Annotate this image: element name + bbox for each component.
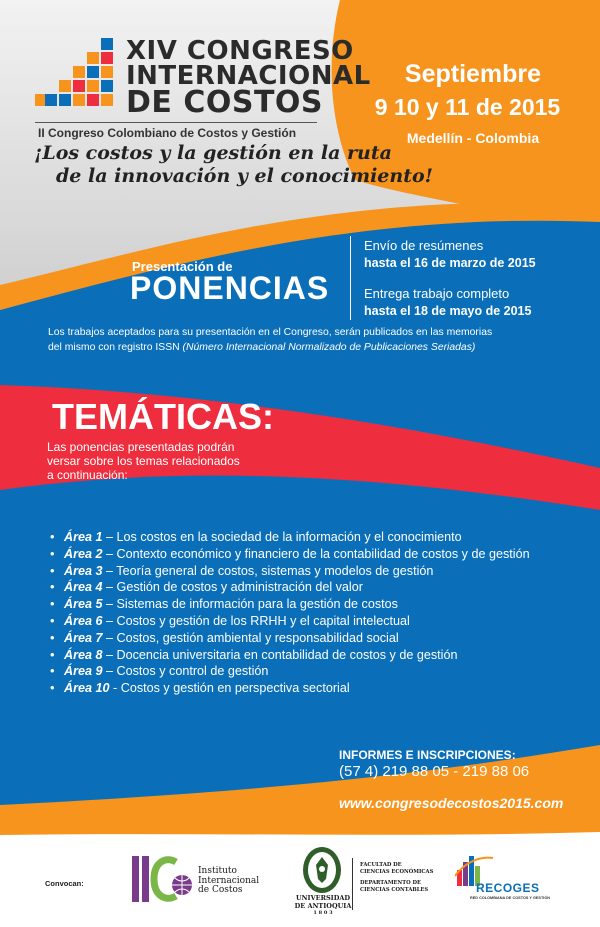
udea-year: 1 8 0 3 [313, 910, 333, 916]
deadline2-label: Entrega trabajo completo [364, 286, 510, 301]
iic-line2: Internacional [198, 875, 260, 886]
list-item: • Área 3 – Teoría general de costos, sistemas y modelos de gestión [48, 563, 530, 580]
list-item: • Área 8 – Docencia universitaria en contabilidad de costos y de gestión [48, 647, 530, 664]
list-item: • Área 9 – Costos y control de gestión [48, 663, 530, 680]
udea-divider [352, 858, 353, 910]
slogan-line1: ¡Los costos y la gestión en la ruta [34, 142, 392, 164]
convocan-label: Convocan: [45, 879, 84, 888]
udea-dep1: DEPARTAMENTO DE [360, 880, 421, 886]
tematicas-intro [47, 440, 240, 482]
congress-subtitle: II Congreso Colombiano de Costos y Gestión [38, 126, 297, 140]
recoges-name: RECOGES [476, 881, 540, 895]
ponencias-label-small: Presentación de [132, 259, 233, 274]
intro-line2: versar sobre los temas relacionados [47, 454, 240, 468]
intro-line3: a continuación: [47, 468, 128, 482]
iic-name [198, 867, 259, 896]
event-month: Septiembre [404, 60, 542, 88]
ponencias-note-line1: Los trabajos aceptados para su presentación en el Congreso, serán publicados en las memorias [48, 327, 493, 338]
udea-faculty [360, 862, 433, 893]
note-text-a: del mismo con registro ISSN [48, 342, 183, 353]
list-item: • Área 10 - Costos y gestión en perspectiva sectorial [48, 680, 530, 697]
iic-logo-icon [130, 852, 200, 906]
deadline2-date: hasta el 18 de mayo de 2015 [364, 304, 532, 318]
header-divider [35, 122, 317, 123]
list-item: • Área 1 – Los costos en la sociedad de la información y el conocimiento [48, 529, 530, 546]
intro-line1: Las ponencias presentadas podrán [47, 440, 235, 454]
congress-title-line1: XIV CONGRESO [126, 36, 354, 66]
slogan-line2: de la innovación y el conocimiento! [56, 165, 433, 187]
areas-list [48, 529, 530, 697]
congress-title-line3: DE COSTOS [126, 85, 324, 120]
udea-line2: DE ANTIOQUIA [294, 901, 352, 910]
website-link[interactable]: www.congresodecostos2015.com [339, 795, 564, 811]
contact-label: INFORMES E INSCRIPCIONES: [339, 748, 516, 762]
list-item: • Área 2 – Contexto económico y financiero de la contabilidad de costos y de gestión [48, 546, 530, 563]
list-item: • Área 6 – Costos y gestión de los RRHH y el capital intelectual [48, 613, 530, 630]
udea-fac2: CIENCIAS ECONÓMICAS [360, 868, 434, 875]
event-days: 9 10 y 11 de 2015 [374, 94, 561, 120]
deadline1-label: Envío de resúmenes [364, 238, 484, 253]
event-place: Medellín - Colombia [406, 130, 540, 146]
recoges-subtitle: RED COLOMBIANA DE COSTOS Y GESTIÓN [470, 896, 551, 900]
tematicas-title: TEMÁTICAS: [52, 396, 274, 437]
list-item: • Área 4 – Gestión de costos y administración del valor [48, 579, 530, 596]
udea-fac1: FACULTAD DE [360, 862, 402, 868]
note-text-b: (Número Internacional Normalizado de Publicaciones Seriadas) [182, 342, 476, 353]
list-item: • Área 5 – Sistemas de información para la gestión de costos [48, 596, 530, 613]
udea-seal-icon [300, 845, 344, 895]
udea-dep2: CIENCIAS CONTABLES [360, 886, 429, 893]
deadline1-date: hasta el 16 de marzo de 2015 [364, 256, 536, 270]
udea-line1: UNIVERSIDAD [295, 894, 351, 902]
list-item: • Área 7 – Costos, gestión ambiental y responsabilidad social [48, 630, 530, 647]
congress-title-line2: INTERNACIONAL [126, 61, 371, 91]
congress-logo-icon [35, 38, 125, 120]
ponencias-label-big: PONENCIAS [130, 270, 330, 306]
udea-name [280, 895, 366, 918]
deadline-divider [350, 236, 351, 320]
iic-line1: Instituto [198, 866, 237, 876]
iic-line3: de Costos [198, 885, 243, 895]
ponencias-note-line2 [48, 342, 475, 353]
contact-phone: (57 4) 219 88 05 - 219 88 06 [339, 763, 530, 780]
